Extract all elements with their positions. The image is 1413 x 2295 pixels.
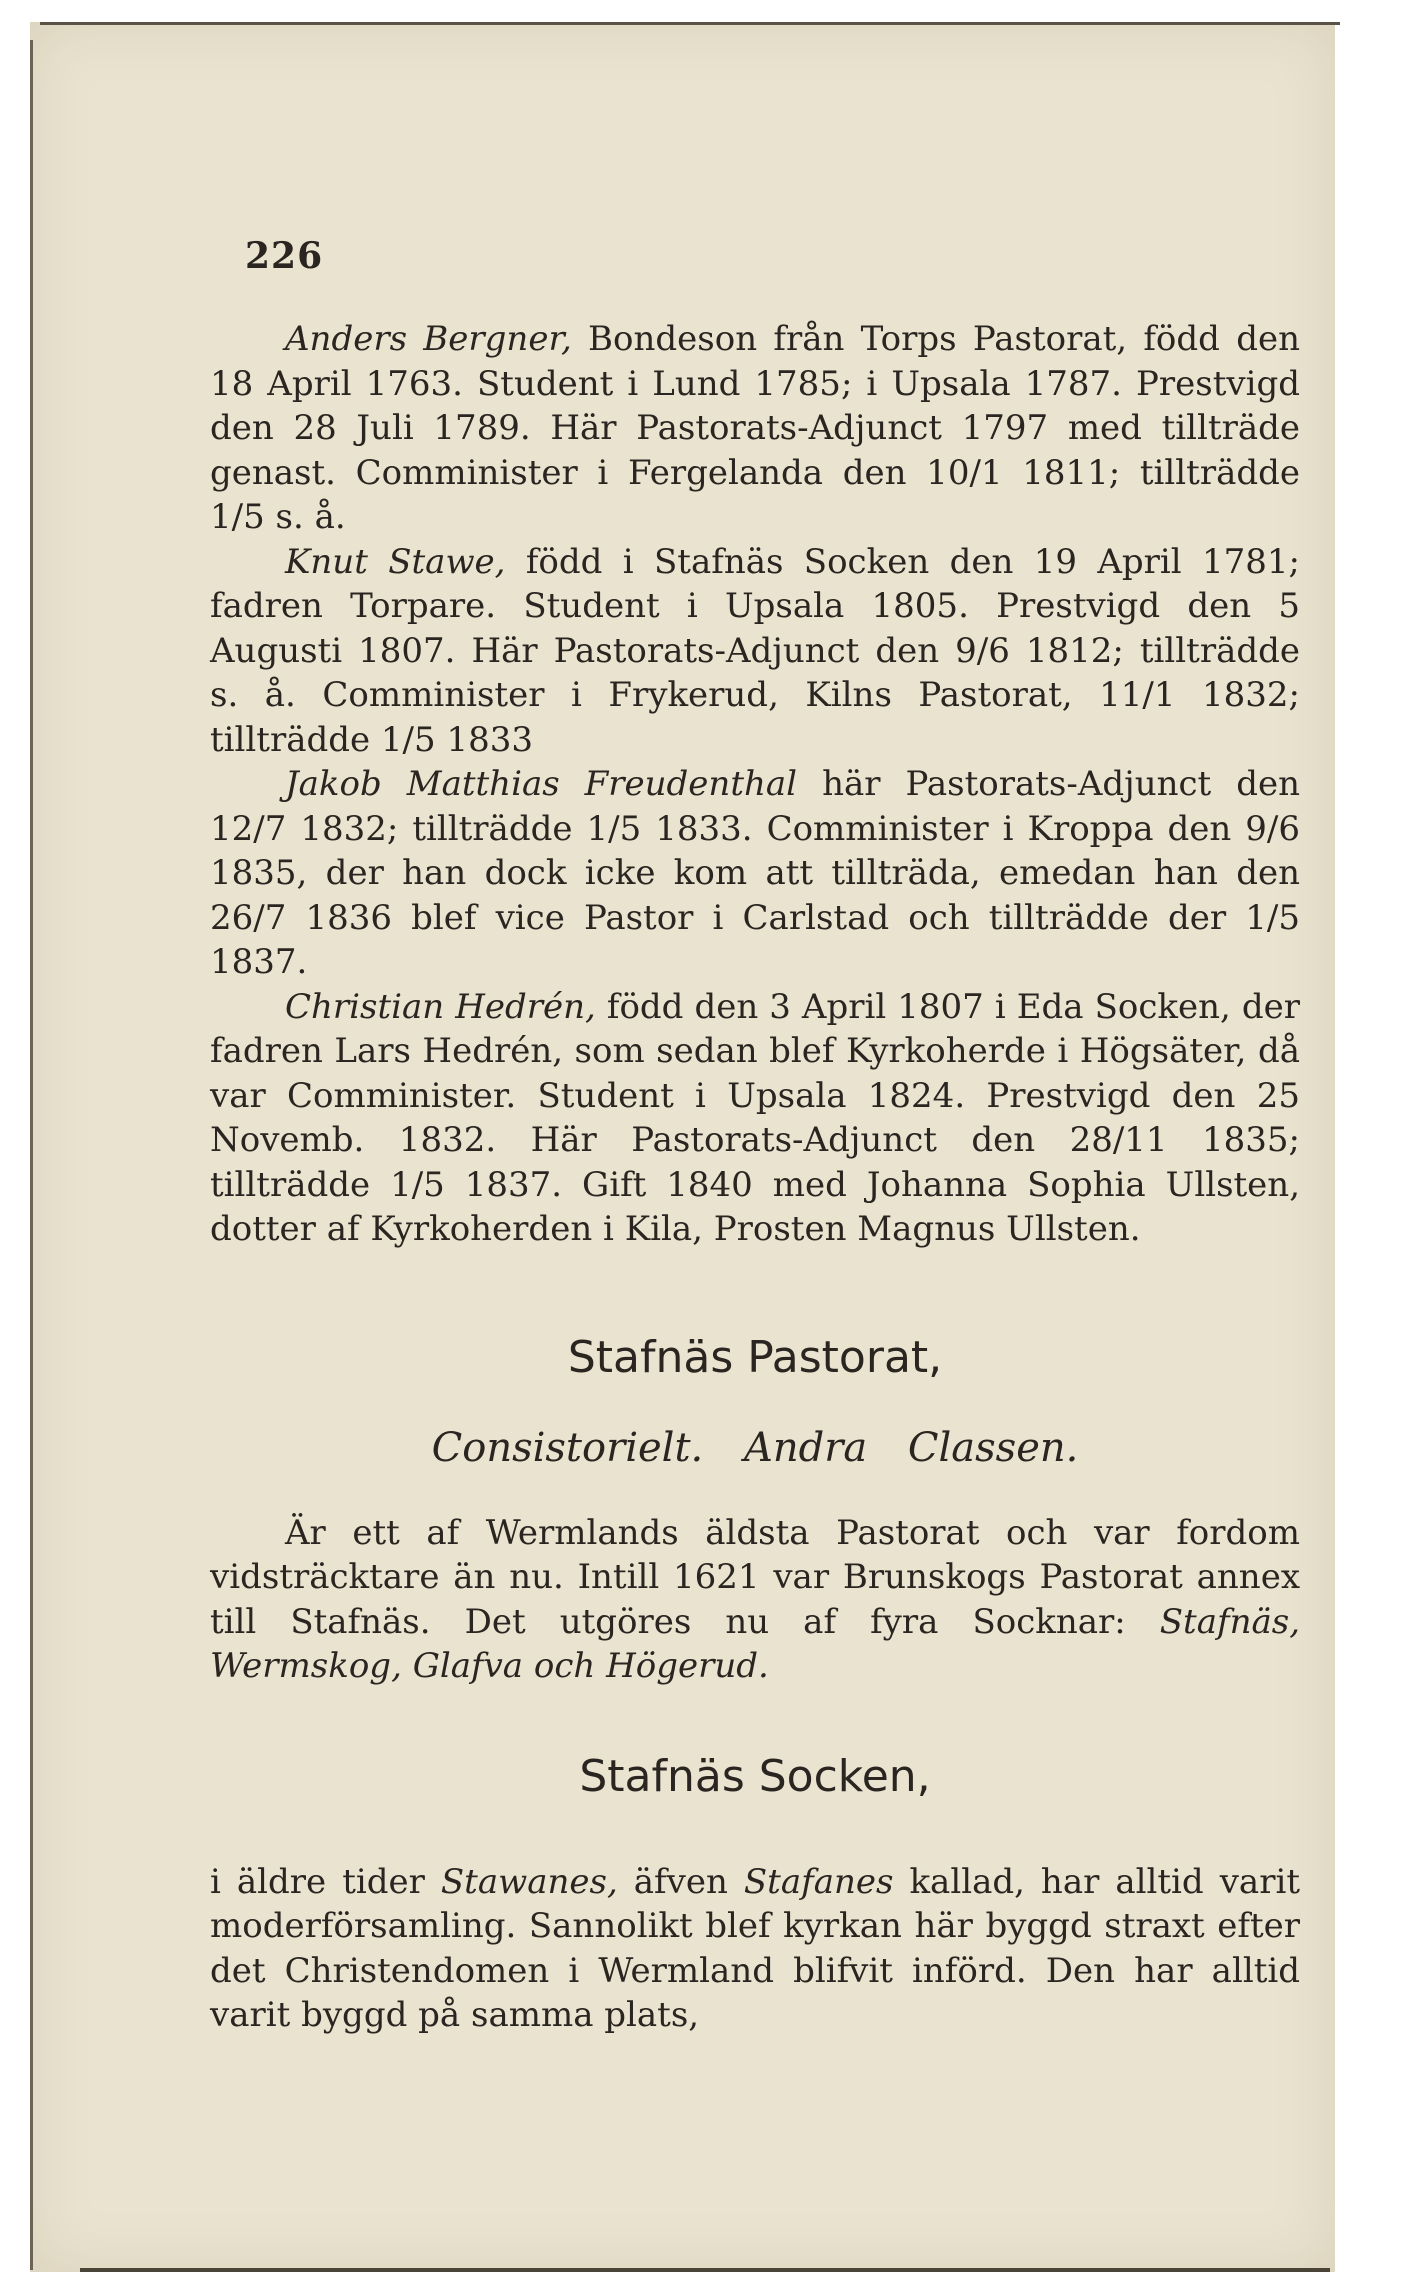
entry-name: Knut Stawe, [285,541,506,582]
entry-name: Anders Bergner, [285,319,572,359]
socken-mid: äfven [617,1861,744,1902]
page-edge-bottom [80,2268,1330,2272]
pastorat-heading: Stafnäs Pastorat, [567,1331,943,1383]
socken-paragraph [210,1860,1300,2038]
text-block [210,235,1300,2038]
entry-text: Bondeson från Torps Pastorat, född den 18 April 1763. Student i Lund 1785; i Upsala 1787. Prestvigd den 28 Juli 1789. Här Pastorats-Adjunct 1797 med tillträde genast. Comminister i Fergelanda den 10/1 1811; tillträdde 1/5 s. å. [210,319,1300,537]
old-name-2: Stafanes [743,1861,894,1902]
parish-list: Stafnäs, Wermskog, Glafva och Högerud. [210,1601,1300,1686]
entry [210,762,1300,985]
entry-text: här Pastorats-Adjunct den 12/7 1832; tillträdde 1/5 1833. Comminister i Kroppa den 9/6 1835, der han dock icke kom att tillträda, emedan han den 26/7 1836 blef vice Pastor i Carlstad och tillträdde der 1/5 1837. [210,764,1301,982]
entry [210,985,1300,1252]
entry [210,540,1300,763]
entry [210,317,1300,540]
socken-intro: i äldre tider [210,1861,441,1902]
pastorat-paragraph-text: Är ett af Wermlands äldsta Pastorat och var fordom vidsträcktare än nu. Intill 1621 var Brunskogs Pastorat annex till Stafnäs. Det utgöres nu af fyra Socknar: [210,1512,1300,1642]
entry-text: född i Stafnäs Socken den 19 April 1781; fadren Torpare. Student i Upsala 1805. Prestvigd den 5 Augusti 1807. Här Pastorats-Adjunct den 9/6 1812; tillträdde s. å. Comminister i Frykerud, Kilns Pastorat, 11/1 1832; tillträdde 1/5 1833 [210,541,1300,760]
entry-name: Jakob Matthias Freudenthal [285,764,798,804]
socken-heading: Stafnäs Socken, [579,1750,931,1802]
page-edge-left [30,40,33,2270]
page-number: 226 [245,235,324,277]
page-edge-top [40,22,1340,25]
class-left: Consistorielt. [431,1424,704,1471]
entry-name: Christian Hedrén, [285,986,596,1027]
entry-list [210,317,1300,1252]
pastorat-classes [210,1425,1300,1471]
old-name-1: Stawanes, [440,1861,618,1902]
entry-text: född den 3 April 1807 i Eda Socken, der fadren Lars Hedrén, som sedan blef Kyrkoherde i Högsäter, då var Comminister. Student i Upsala 1824. Prestvigd den 25 Novemb. 1832. Här Pastorats-Adjunct den 28/11 1835; tillträdde 1/5 1837. Gift 1840 med Johanna Sophia Ullsten, dotter af Kyrkoherden i Kila, Prosten Magnus Ullsten. [210,986,1300,1249]
pastorat-paragraph [210,1511,1300,1689]
socken-rest: kallad, har alltid varit moderförsamling. Sannolikt blef kyrkan här byggd straxt efter det Christendomen i Wermland blifvit införd. Den har alltid varit byggd på samma plats, [210,1861,1300,2035]
class-right: Andra Classen. [743,1424,1079,1471]
